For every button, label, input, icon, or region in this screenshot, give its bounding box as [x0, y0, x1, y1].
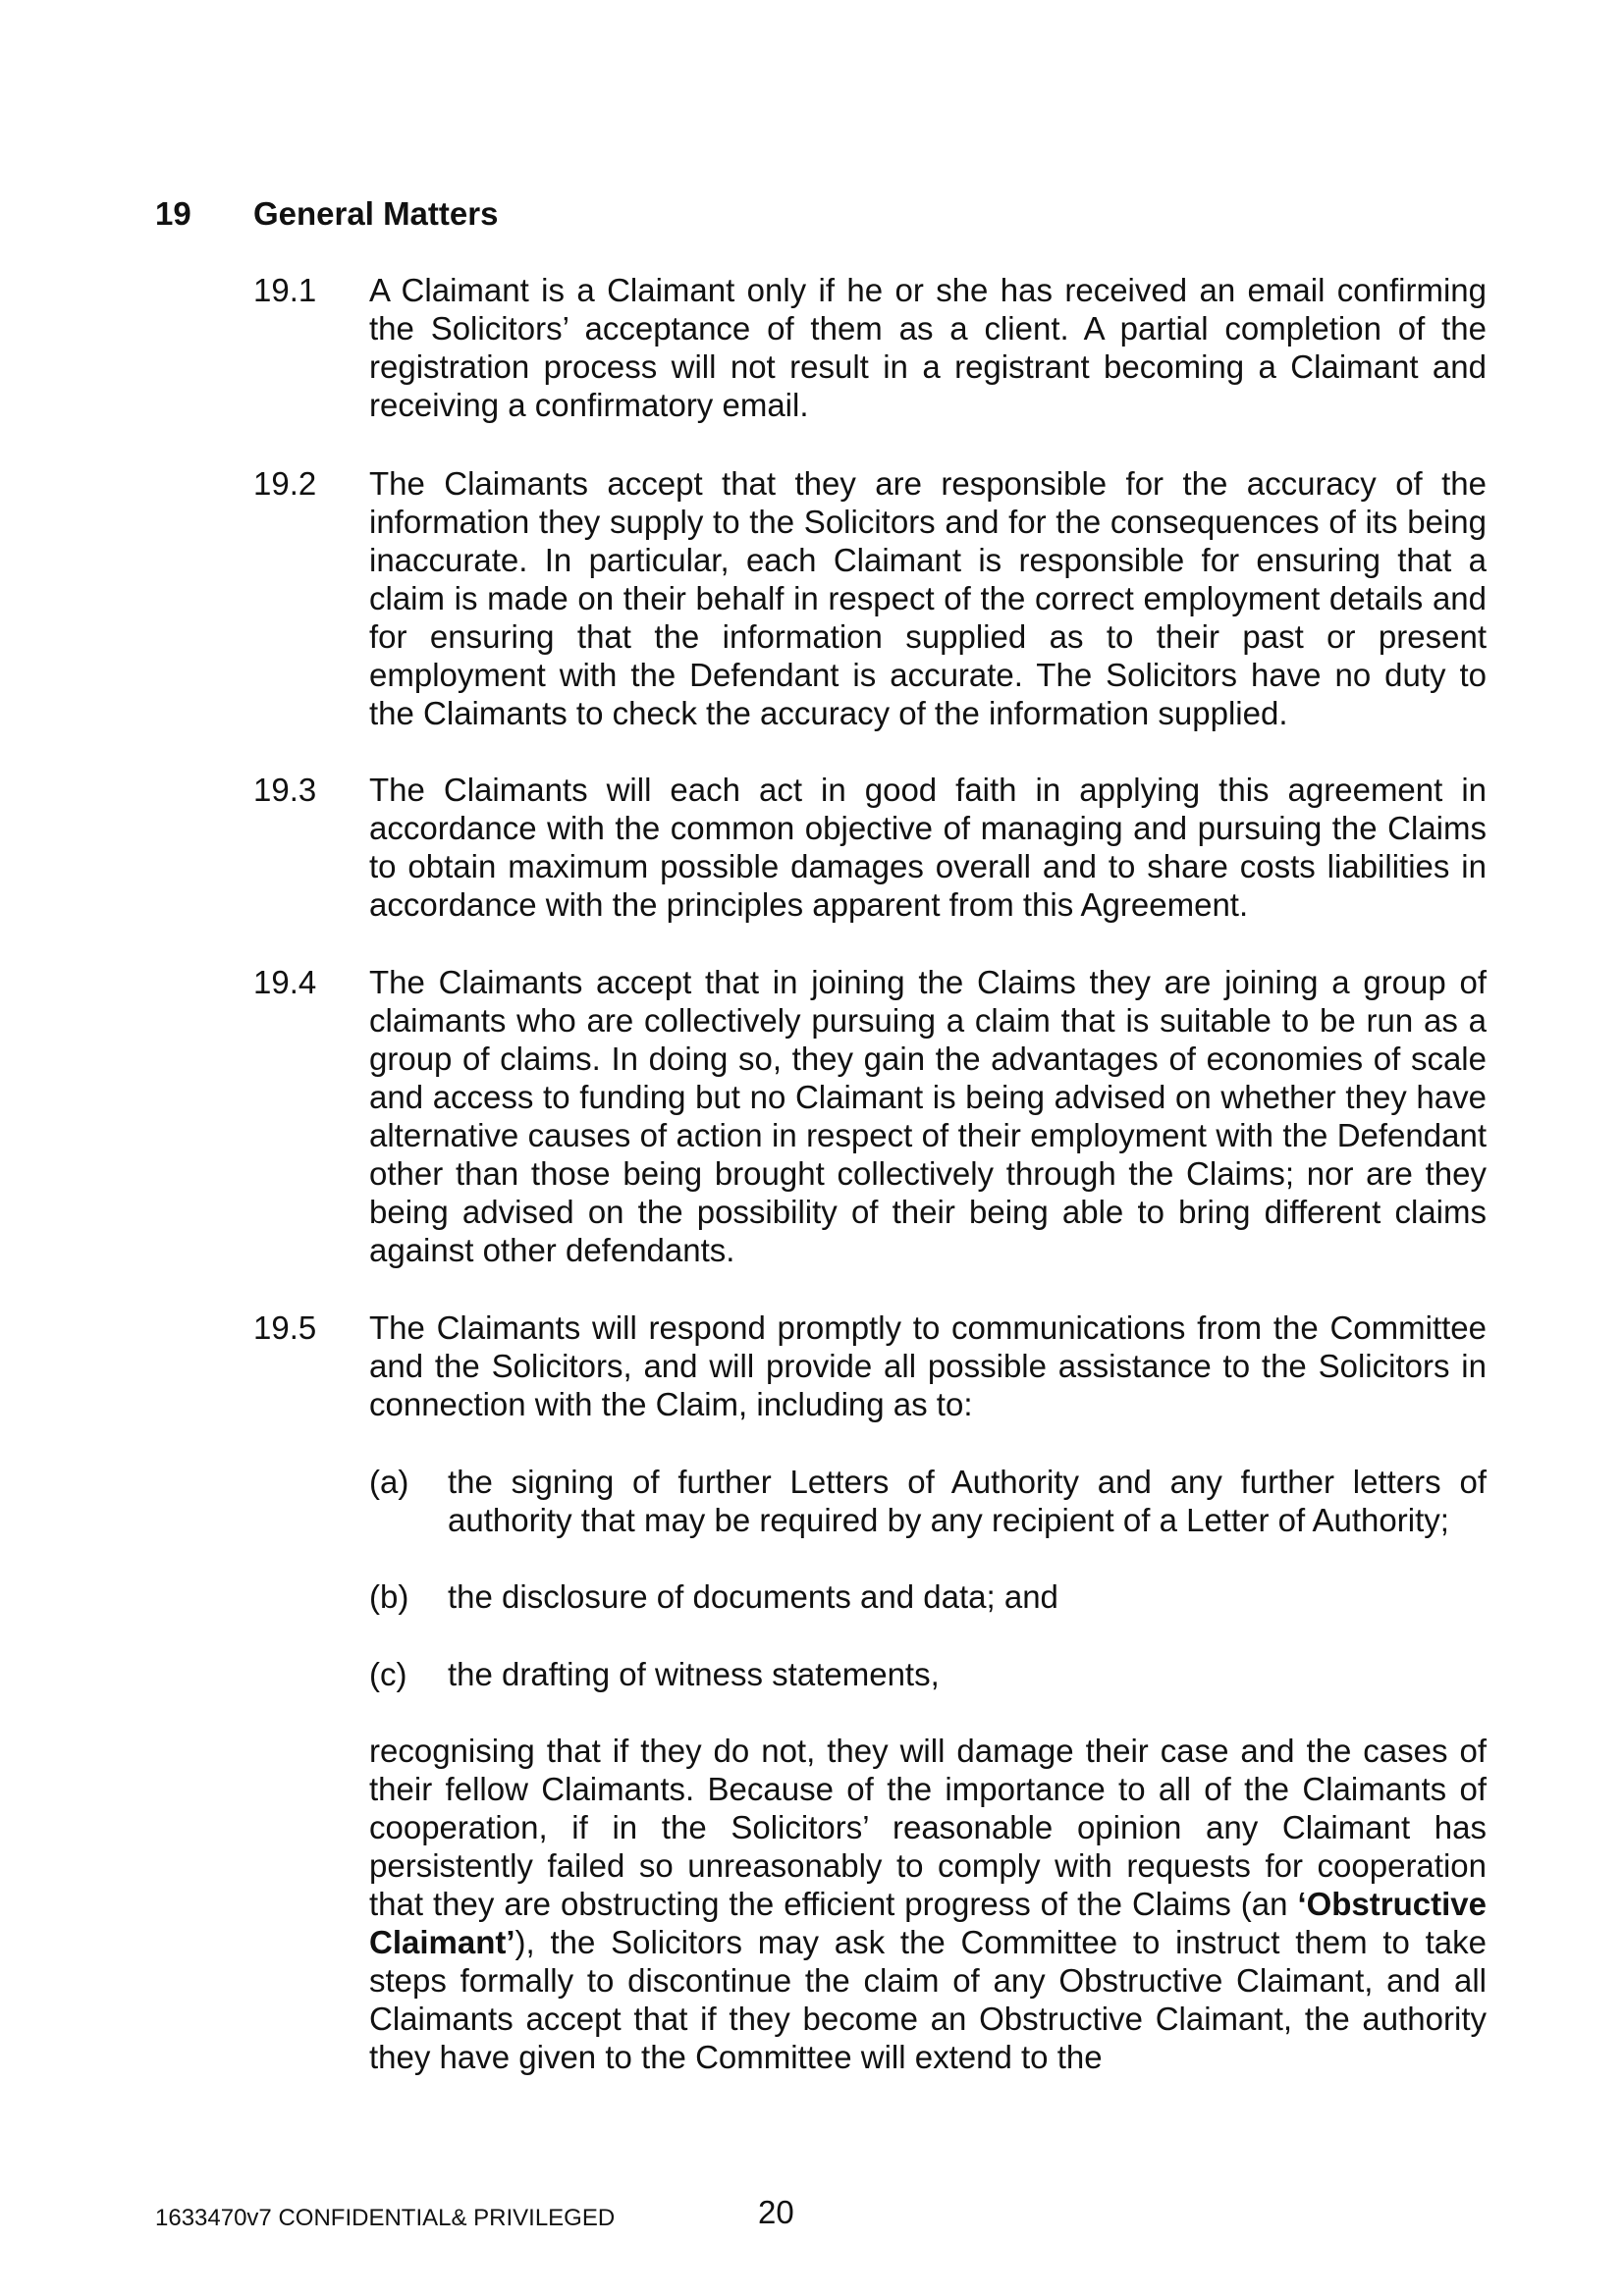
subitem-c	[369, 1655, 1487, 1693]
clause-number: 19.4	[253, 964, 317, 1000]
section-heading	[155, 194, 498, 233]
page-number: 20	[758, 2194, 794, 2230]
section-title: General Matters	[253, 195, 499, 232]
subitem-text: the signing of further Letters of Authority and any further letters of authority that may be required by any recipient of a Letter of Authority;	[448, 1464, 1487, 1538]
clause-number: 19.2	[253, 465, 317, 502]
clause-text: The Claimants accept that in joining the Claims they are joining a group of claimants who are collectively pursuing a claim that is suitable to be run as a group of claims. In doing so, they gain the advantages of economies of scale and access to funding but no Claimant is being advised on whether they have alternative causes of action in respect of their employment with the Defendant other than those being brought collectively through the Claims; nor are they being advised on the possibility of their being able to bring different claims against other defendants.	[369, 964, 1487, 1268]
clause-19-5-continuation	[369, 1732, 1487, 2076]
defined-term: ‘Obstructive Claimant’	[369, 1886, 1487, 1960]
subitem-b	[369, 1577, 1487, 1616]
clause-19-5	[253, 1308, 1487, 1423]
clause-text: The Claimants will respond promptly to communications from the Committee and the Solicitors, and will provide all possible assistance to the Solicitors in connection with the Claim, including as to:	[369, 1309, 1487, 1422]
clause-number: 19.1	[253, 272, 317, 308]
subitem-a	[369, 1463, 1487, 1539]
clause-19-4	[253, 963, 1487, 1269]
clause-19-3	[253, 771, 1487, 924]
clause-number: 19.5	[253, 1309, 317, 1346]
clause-text: A Claimant is a Claimant only if he or she has received an email confirming the Solicitors’ acceptance of them as a client. A partial completion of the registration process will not result in a registrant becoming a Claimant and receiving a confirmatory email.	[369, 272, 1487, 423]
continuation-text-end: ), the Solicitors may ask the Committee to instruct them to take steps formally to discontinue the claim of any Obstructive Claimant, and all Claimants accept that if they become an Obstructive Claimant, the authority they have given to the Committee will extend to the	[369, 1924, 1487, 2075]
subitem-text: the drafting of witness statements,	[448, 1656, 940, 1692]
subitem-label: (c)	[369, 1656, 407, 1692]
footer-reference: 1633470v7 CONFIDENTIAL& PRIVILEGED	[155, 2205, 616, 2231]
clause-text: The Claimants will each act in good faith in applying this agreement in accordance with the common objective of managing and pursuing the Claims to obtain maximum possible damages overall and to share costs liabilities in accordance with the principles apparent from this Agreement.	[369, 772, 1487, 923]
clause-19-1	[253, 271, 1487, 424]
continuation-text: recognising that if they do not, they will damage their case and the cases of their fellow Claimants. Because of the importance to all of the Claimants of cooperation, if in the Solicitors’ reasonable opinion any Claimant has persistently failed so unreasonably to comply with requests for cooperation that they are obstructing the efficient progress of the Claims (an	[369, 1733, 1487, 1922]
section-number: 19	[155, 195, 191, 232]
subitem-text: the disclosure of documents and data; and	[448, 1578, 1058, 1615]
clause-19-2	[253, 464, 1487, 732]
subitem-label: (a)	[369, 1464, 409, 1500]
clause-text: The Claimants accept that they are responsible for the accuracy of the information they supply to the Solicitors and for the consequences of its being inaccurate. In particular, each Claimant is responsible for ensuring that a claim is made on their behalf in respect of the correct employment details and for ensuring that the information supplied as to their past or present employment with the Defendant is accurate. The Solicitors have no duty to the Claimants to check the accuracy of the information supplied.	[369, 465, 1487, 731]
clause-number: 19.3	[253, 772, 317, 808]
subitem-label: (b)	[369, 1578, 409, 1615]
